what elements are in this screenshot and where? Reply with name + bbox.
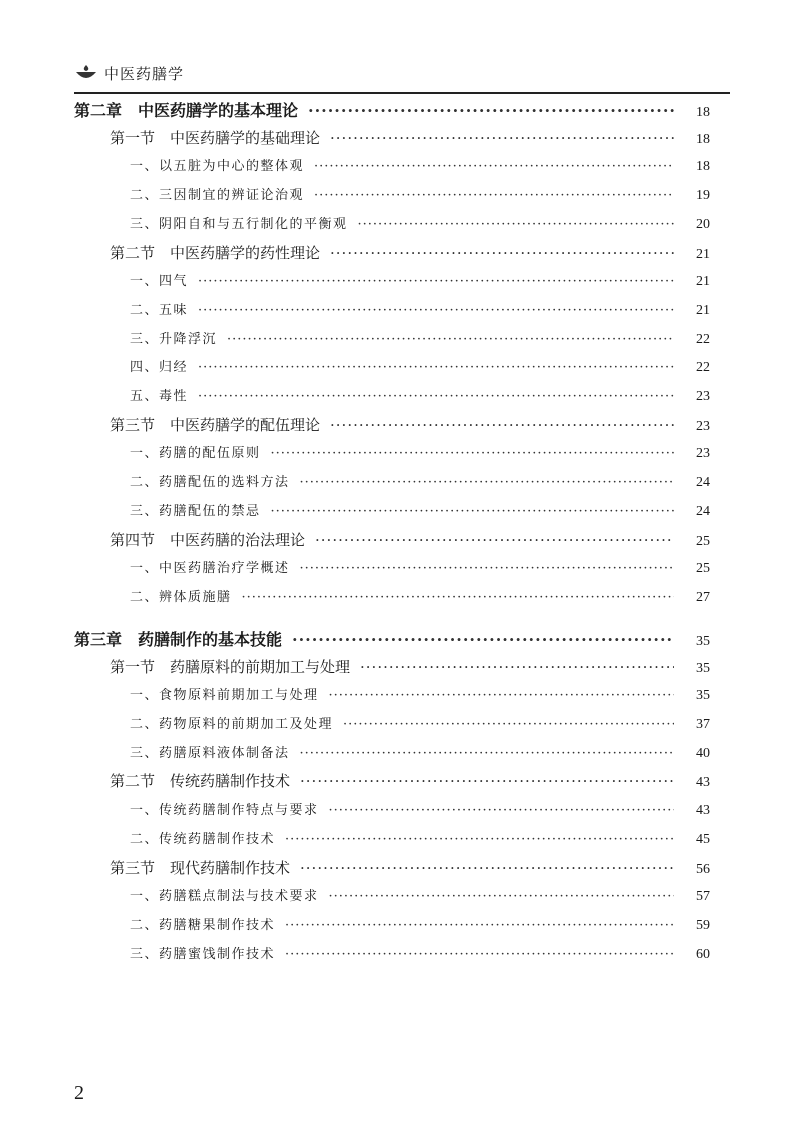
dot-leader — [308, 101, 674, 120]
dot-leader — [198, 274, 674, 289]
toc-entry-item[interactable] — [130, 713, 710, 733]
toc-entry-item[interactable] — [130, 684, 710, 704]
toc-entry-item[interactable] — [130, 299, 710, 319]
toc-entry-label: 二、药膳糖果制作技术 — [130, 917, 276, 933]
toc-entry-page: 43 — [696, 803, 710, 819]
dot-leader — [300, 746, 674, 761]
dot-leader — [285, 947, 674, 962]
dot-leader — [271, 446, 674, 461]
toc-entry-label: 第三章 药膳制作的基本技能 — [74, 629, 283, 649]
toc-entry-chapter[interactable] — [74, 627, 710, 650]
toc-entry-item[interactable] — [130, 270, 710, 290]
dot-leader — [198, 360, 674, 375]
toc-entry-page: 60 — [696, 946, 710, 962]
toc-entry-page: 56 — [696, 861, 710, 877]
toc-entry-item[interactable] — [130, 442, 710, 462]
toc-entry-section[interactable] — [110, 770, 710, 791]
dot-leader — [300, 772, 674, 790]
toc-entry-page: 21 — [696, 246, 710, 262]
toc-entry-section[interactable] — [110, 414, 710, 435]
toc-entry-label: 一、传统药膳制作特点与要求 — [130, 803, 319, 819]
dot-leader — [300, 475, 674, 490]
toc-entry-label: 第二章 中医药膳学的基本理论 — [74, 101, 299, 120]
toc-entry-item[interactable] — [130, 356, 710, 376]
toc-entry-label: 二、传统药膳制作技术 — [130, 831, 276, 847]
toc-entry-item[interactable] — [130, 742, 710, 762]
dot-leader — [329, 889, 674, 904]
toc-entry-item[interactable] — [130, 943, 710, 963]
toc-entry-label: 二、辨体质施膳 — [130, 589, 232, 605]
toc-entry-page: 24 — [696, 503, 710, 519]
toc-entry-chapter[interactable] — [74, 98, 710, 121]
dot-leader — [330, 129, 674, 147]
toc-entry-page: 21 — [696, 274, 710, 290]
toc-entry-label: 第四节 中医药膳的治法理论 — [110, 530, 306, 549]
dot-leader — [242, 590, 674, 605]
toc-entry-page: 18 — [696, 159, 710, 175]
toc-entry-page: 23 — [696, 446, 710, 462]
toc-entry-label: 第三节 现代药膳制作技术 — [110, 858, 291, 877]
toc-entry-label: 第二节 传统药膳制作技术 — [110, 772, 291, 791]
dot-leader — [330, 244, 674, 262]
dot-leader — [300, 561, 674, 576]
toc-entry-section[interactable] — [110, 857, 710, 878]
toc-entry-label: 一、食物原料前期加工与处理 — [130, 688, 319, 704]
toc-entry-item[interactable] — [130, 471, 710, 491]
toc-entry-page: 25 — [696, 533, 710, 549]
toc-entry-label: 第一节 药膳原料的前期加工与处理 — [110, 657, 351, 676]
toc-entry-page: 59 — [696, 917, 710, 933]
dot-leader — [314, 159, 674, 174]
toc-entry-item[interactable] — [130, 799, 710, 819]
dot-leader — [198, 389, 674, 404]
toc-entry-page: 45 — [696, 831, 710, 847]
toc-entry-page: 18 — [696, 131, 710, 147]
toc-entry-item[interactable] — [130, 213, 710, 233]
toc-entry-label: 第二节 中医药膳学的药性理论 — [110, 243, 321, 262]
dot-leader — [329, 803, 674, 818]
toc-entry-item[interactable] — [130, 914, 710, 934]
dot-leader — [300, 859, 674, 877]
toc-entry-page: 21 — [696, 302, 710, 318]
toc-entry-item[interactable] — [130, 184, 710, 204]
toc-entry-item[interactable] — [130, 885, 710, 905]
toc-entry-page: 37 — [696, 717, 710, 732]
toc-entry-page: 57 — [696, 889, 710, 905]
toc-entry-page: 23 — [696, 389, 710, 404]
toc-entry-item[interactable] — [130, 500, 710, 520]
dot-leader — [358, 217, 674, 232]
toc-entry-label: 五、毒性 — [130, 389, 189, 404]
toc-entry-section[interactable] — [110, 127, 710, 148]
book-title: 中医药膳学 — [104, 64, 185, 83]
toc-entry-section[interactable] — [110, 529, 710, 550]
toc-entry-page: 25 — [696, 561, 710, 577]
toc-entry-item[interactable] — [130, 155, 710, 175]
toc-entry-label: 一、药膳的配伍原则 — [130, 446, 261, 462]
toc-entry-label: 一、药膳糕点制法与技术要求 — [130, 889, 319, 905]
dot-leader — [360, 658, 674, 676]
toc-entry-label: 三、药膳蜜饯制作技术 — [130, 946, 276, 962]
toc-entry-page: 22 — [696, 331, 710, 347]
toc-entry-item[interactable] — [130, 557, 710, 577]
toc-entry-page: 35 — [696, 688, 710, 704]
toc-entry-item[interactable] — [130, 385, 710, 405]
toc-entry-label: 三、药膳配伍的禁忌 — [130, 503, 261, 519]
toc-entry-label: 第三节 中医药膳学的配伍理论 — [110, 415, 321, 434]
toc-entry-label: 一、以五脏为中心的整体观 — [130, 159, 305, 175]
dot-leader — [314, 188, 674, 203]
toc-entry-item[interactable] — [130, 586, 710, 606]
toc-entry-label: 一、四气 — [130, 274, 189, 290]
toc-entry-label: 二、三因制宜的辨证论治观 — [130, 188, 305, 204]
dot-leader — [329, 688, 674, 703]
toc-entry-label: 第一节 中医药膳学的基础理论 — [110, 128, 321, 147]
page-number: 2 — [74, 1082, 84, 1104]
toc-entry-label: 四、归经 — [130, 360, 189, 376]
toc-entry-label: 三、阴阳自和与五行制化的平衡观 — [130, 216, 348, 232]
dot-leader — [315, 531, 674, 549]
toc-entry-page: 19 — [696, 188, 710, 204]
toc-entry-page: 43 — [696, 775, 710, 791]
dot-leader — [285, 918, 674, 933]
toc-entry-page: 20 — [696, 216, 710, 232]
toc-entry-label: 三、升降浮沉 — [130, 331, 218, 347]
toc-entry-label: 一、中医药膳治疗学概述 — [130, 561, 290, 577]
dot-leader — [330, 416, 674, 434]
toc-entry-section[interactable] — [110, 242, 710, 263]
toc-entry-page: 27 — [696, 589, 710, 605]
dot-leader — [343, 717, 674, 732]
dot-leader — [285, 832, 674, 847]
toc-entry-page: 23 — [696, 418, 710, 434]
toc-entry-section[interactable] — [110, 656, 710, 677]
toc-entry-page: 24 — [696, 475, 710, 491]
toc-entry-item[interactable] — [130, 828, 710, 848]
toc-entry-label: 三、药膳原料液体制备法 — [130, 745, 290, 761]
toc-entry-page: 35 — [696, 660, 710, 676]
toc-entry-item[interactable] — [130, 328, 710, 348]
toc-entry-page: 40 — [696, 745, 710, 761]
dot-leader — [198, 303, 674, 318]
dot-leader — [292, 630, 674, 649]
dot-leader — [227, 332, 674, 347]
toc-entry-page: 35 — [696, 633, 710, 649]
toc-entry-label: 二、药膳配伍的选料方法 — [130, 475, 290, 491]
dot-leader — [271, 504, 674, 519]
toc-entry-page: 22 — [696, 360, 710, 376]
toc-entry-label: 二、五味 — [130, 302, 189, 318]
toc-entry-page: 18 — [696, 105, 710, 120]
toc-entry-label: 二、药物原料的前期加工及处理 — [130, 717, 334, 732]
